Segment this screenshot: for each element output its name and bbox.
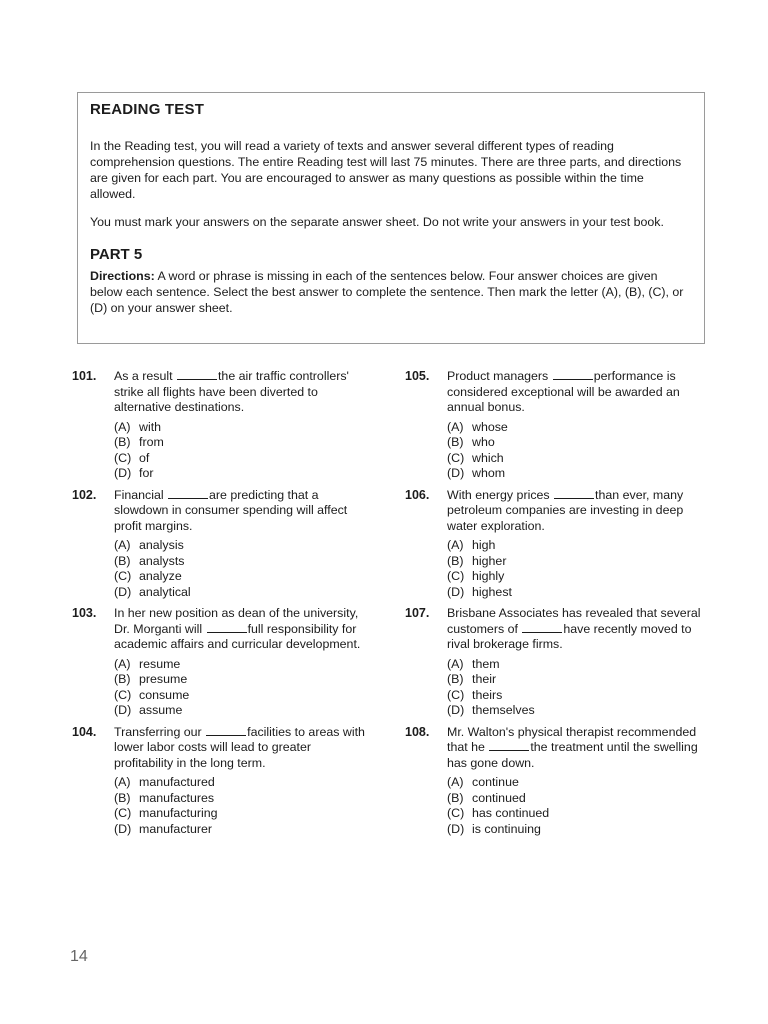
question-number: 106. [405,487,430,502]
question-105 [405,369,705,482]
section-title: READING TEST [90,101,205,118]
intro-paragraph: In the Reading test, you will read a variety of texts and answer several different types of reading comprehension questions. The entire Reading test will last 75 minutes. There are three parts, and directions are given for each part. You are encouraged to answer as many questions as possible within the time allowed. [90,139,682,201]
instructions-box [77,92,705,344]
answer-blank [522,622,562,633]
answer-choice[interactable]: (C) theirs [447,687,503,702]
answer-choice[interactable]: (A) whose [447,419,508,434]
question-101 [72,369,372,482]
answer-choice[interactable]: (C) highly [447,569,505,583]
answer-choice[interactable]: (C) analyze [114,569,182,583]
answer-blank [207,622,247,633]
answer-choice[interactable]: (A) with [114,419,162,434]
page-number: 14 [70,948,88,965]
answer-choices [447,538,705,600]
answer-choice[interactable]: (A) continue [447,775,519,789]
directions-label: Directions: [90,269,155,283]
answer-choice[interactable]: (A) resume [114,656,181,671]
answer-choice[interactable]: (A) analysis [114,538,184,552]
question-column-left [72,369,372,843]
answer-choice[interactable]: (C) which [447,450,504,465]
question-103 [72,606,372,719]
question-stem: Product managers performance is considered exceptional will be awarded an annual bonus. [447,369,680,414]
question-108 [405,725,705,838]
answer-choice[interactable]: (D) highest [447,584,512,599]
question-stem: Financial are predicting that a slowdown in consumer spending will affect profit margins. [114,487,348,533]
answer-choices [114,657,372,719]
answer-sheet-note: You must mark your answers on the separate answer sheet. Do not write your answers in your test book. [90,215,664,229]
directions-text: A word or phrase is missing in each of the sentences below. Four answer choices are given below each sentence. Select the best answer to complete the sentence. Then mark the letter (A), (B), (C), or (D) on your answer sheet. [90,269,684,315]
question-number: 104. [72,724,97,739]
answer-choices [447,657,705,719]
question-number: 105. [405,369,430,383]
answer-choice[interactable]: (C) manufacturing [114,806,218,820]
answer-choices [447,775,705,837]
answer-choices [447,420,705,482]
answer-blank [489,740,529,751]
answer-choice[interactable]: (B) higher [447,553,507,568]
answer-choice[interactable]: (D) analytical [114,584,191,599]
part-title: PART 5 [90,246,143,263]
question-number: 102. [72,487,97,502]
answer-choices [114,420,372,482]
answer-choice[interactable]: (B) manufactures [114,790,215,805]
question-stem: With energy prices than ever, many petroleum companies are investing in deep water exploration. [447,487,684,533]
answer-choice[interactable]: (C) consume [114,687,190,702]
answer-choice[interactable]: (B) presume [114,672,188,686]
answer-blank [177,369,217,380]
answer-choice[interactable]: (D) themselves [447,703,535,717]
answer-choice[interactable]: (C) has continued [447,806,550,820]
answer-choice[interactable]: (B) analysts [114,553,185,568]
question-number: 101. [72,369,97,383]
question-stem: Brisbane Associates has revealed that several customers of have recently moved to rival brokerage firms. [447,606,701,651]
question-stem: As a result the air traffic controllers' strike all flights have been diverted to alternative destinations. [114,369,349,414]
answer-choice[interactable]: (A) them [447,656,500,671]
answer-choice[interactable]: (D) assume [114,703,183,717]
answer-choice[interactable]: (B) continued [447,790,526,805]
answer-choice[interactable]: (A) manufactured [114,775,215,789]
answer-blank [553,369,593,380]
question-stem: Mr. Walton's physical therapist recommended that he the treatment until the swelling has gone down. [447,724,698,770]
question-stem: Transferring our facilities to areas with lower labor costs will lead to greater profitability in the long term. [114,724,365,770]
answer-choices [114,775,372,837]
answer-choice[interactable]: (D) is continuing [447,821,541,836]
answer-choice[interactable]: (B) from [114,435,164,449]
answer-choice[interactable]: (B) their [447,672,497,686]
question-107 [405,606,705,719]
question-104 [72,725,372,838]
question-number: 107. [405,606,430,620]
question-106 [405,488,705,601]
question-number: 103. [72,606,97,620]
directions [90,268,692,316]
answer-choices [114,538,372,600]
answer-blank [554,488,594,499]
answer-choice[interactable]: (D) whom [447,466,506,480]
question-column-right [405,369,705,843]
answer-blank [168,488,208,499]
answer-choice[interactable]: (D) manufacturer [114,821,213,836]
answer-choice[interactable]: (D) for [114,466,154,480]
answer-blank [206,725,246,736]
question-stem: In her new position as dean of the university, Dr. Morganti will full responsibility for academic affairs and curricular development. [114,606,361,651]
answer-choice[interactable]: (A) high [447,538,496,552]
answer-choice[interactable]: (C) of [114,450,150,465]
question-102 [72,488,372,601]
question-number: 108. [405,724,430,739]
answer-choice[interactable]: (B) who [447,435,495,449]
